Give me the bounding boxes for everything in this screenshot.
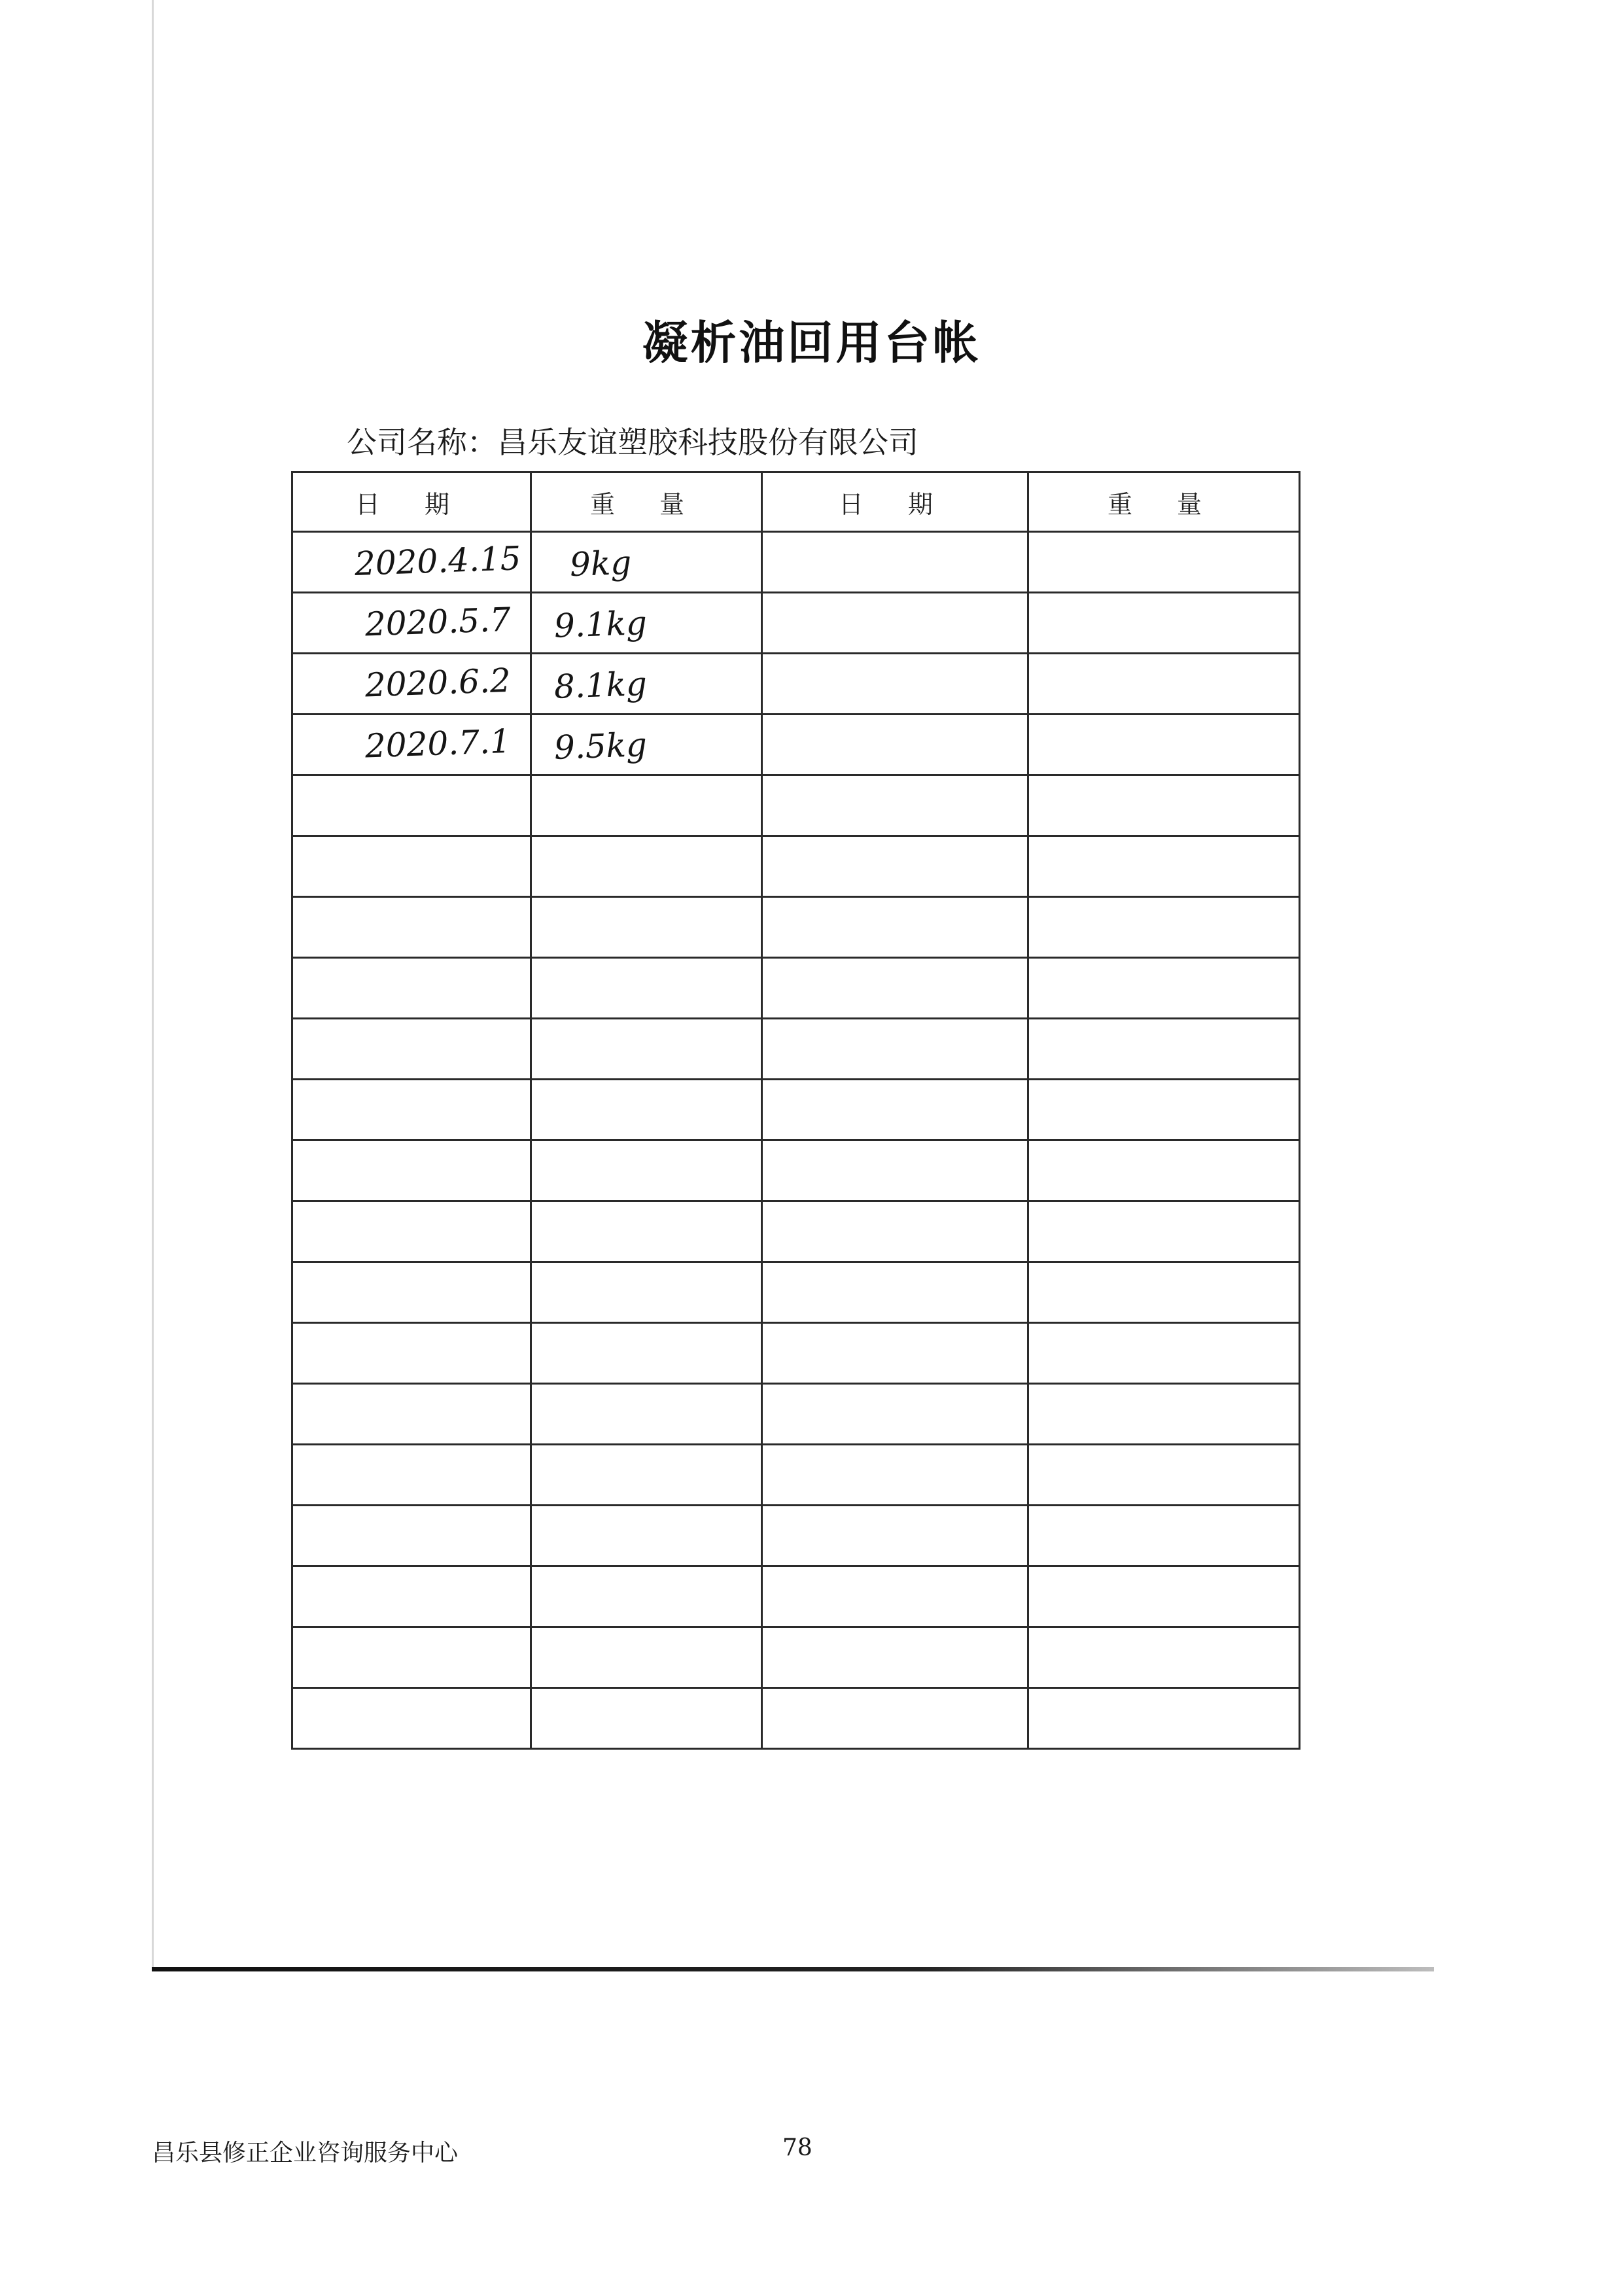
empty-cell bbox=[531, 897, 762, 958]
empty-table-row bbox=[292, 1688, 1300, 1749]
empty-cell bbox=[531, 1201, 762, 1262]
empty-table-row bbox=[292, 1019, 1300, 1080]
handwritten-date: 2020.4.15 bbox=[353, 539, 522, 584]
empty-cell bbox=[762, 958, 1028, 1019]
empty-cell bbox=[292, 775, 531, 836]
empty-cell bbox=[292, 1140, 531, 1201]
ledger-table bbox=[291, 471, 1300, 1750]
empty-cell bbox=[292, 1262, 531, 1323]
empty-cell bbox=[531, 958, 762, 1019]
empty-cell bbox=[762, 1627, 1028, 1688]
empty-cell bbox=[762, 1140, 1028, 1201]
empty-cell bbox=[762, 775, 1028, 836]
empty-cell bbox=[1028, 593, 1300, 654]
document-title: 凝析油回用台帐 bbox=[642, 316, 981, 370]
empty-cell bbox=[1028, 1384, 1300, 1445]
empty-table-row bbox=[292, 1506, 1300, 1566]
handwritten-weight: 9.5kg bbox=[553, 725, 648, 767]
empty-cell bbox=[292, 1506, 531, 1566]
empty-table-row bbox=[292, 897, 1300, 958]
empty-table-row bbox=[292, 1445, 1300, 1506]
empty-cell bbox=[762, 532, 1028, 593]
empty-table-row bbox=[292, 836, 1300, 897]
empty-cell bbox=[1028, 1566, 1300, 1627]
empty-cell bbox=[1028, 1262, 1300, 1323]
header-weight-2: 重 量 bbox=[1028, 472, 1300, 532]
empty-cell bbox=[531, 1384, 762, 1445]
empty-cell bbox=[762, 1566, 1028, 1627]
empty-cell bbox=[292, 1384, 531, 1445]
handwritten-date: 2020.5.7 bbox=[364, 600, 512, 644]
empty-cell bbox=[762, 1506, 1028, 1566]
empty-cell bbox=[762, 1262, 1028, 1323]
empty-table-row bbox=[292, 1384, 1300, 1445]
handwritten-date: 2020.7.1 bbox=[364, 722, 512, 766]
empty-cell bbox=[1028, 958, 1300, 1019]
empty-cell bbox=[762, 715, 1028, 775]
table-row bbox=[292, 654, 1300, 715]
empty-table-row bbox=[292, 1140, 1300, 1201]
empty-cell bbox=[531, 775, 762, 836]
empty-cell bbox=[762, 1384, 1028, 1445]
empty-cell bbox=[1028, 715, 1300, 775]
empty-table-row bbox=[292, 1627, 1300, 1688]
empty-cell bbox=[292, 1688, 531, 1749]
weight-cell bbox=[531, 654, 762, 715]
empty-cell bbox=[1028, 1080, 1300, 1140]
empty-cell bbox=[762, 593, 1028, 654]
handwritten-weight: 9.1kg bbox=[553, 603, 648, 645]
empty-cell bbox=[762, 836, 1028, 897]
weight-cell bbox=[531, 593, 762, 654]
footer-organization: 昌乐县修正企业咨询服务中心 bbox=[152, 2140, 459, 2166]
table-row bbox=[292, 715, 1300, 775]
empty-cell bbox=[531, 1688, 762, 1749]
empty-cell bbox=[531, 1323, 762, 1384]
empty-cell bbox=[1028, 1323, 1300, 1384]
empty-cell bbox=[762, 1080, 1028, 1140]
empty-cell bbox=[531, 1566, 762, 1627]
empty-cell bbox=[1028, 532, 1300, 593]
empty-cell bbox=[292, 958, 531, 1019]
empty-cell bbox=[292, 1323, 531, 1384]
empty-cell bbox=[1028, 1201, 1300, 1262]
empty-cell bbox=[531, 1019, 762, 1080]
empty-cell bbox=[762, 654, 1028, 715]
empty-cell bbox=[292, 836, 531, 897]
empty-cell bbox=[1028, 1627, 1300, 1688]
header-row bbox=[292, 472, 1300, 532]
empty-cell bbox=[292, 1201, 531, 1262]
empty-cell bbox=[531, 1506, 762, 1566]
empty-cell bbox=[531, 1262, 762, 1323]
empty-cell bbox=[762, 1019, 1028, 1080]
empty-cell bbox=[292, 1080, 531, 1140]
empty-cell bbox=[1028, 1019, 1300, 1080]
empty-cell bbox=[1028, 1140, 1300, 1201]
empty-table-row bbox=[292, 1323, 1300, 1384]
empty-table-row bbox=[292, 1262, 1300, 1323]
handwritten-date: 2020.6.2 bbox=[364, 661, 512, 705]
empty-cell bbox=[762, 1688, 1028, 1749]
date-cell bbox=[292, 532, 531, 593]
empty-cell bbox=[292, 1566, 531, 1627]
empty-cell bbox=[1028, 775, 1300, 836]
date-cell bbox=[292, 593, 531, 654]
empty-cell bbox=[762, 1201, 1028, 1262]
empty-cell bbox=[762, 1323, 1028, 1384]
empty-cell bbox=[1028, 1445, 1300, 1506]
header-date-1: 日 期 bbox=[292, 472, 531, 532]
page-number: 78 bbox=[782, 2134, 812, 2161]
empty-cell bbox=[1028, 1506, 1300, 1566]
empty-cell bbox=[1028, 1688, 1300, 1749]
empty-cell bbox=[762, 1445, 1028, 1506]
empty-cell bbox=[762, 897, 1028, 958]
empty-cell bbox=[292, 897, 531, 958]
empty-cell bbox=[1028, 836, 1300, 897]
empty-table-row bbox=[292, 1566, 1300, 1627]
table-row bbox=[292, 532, 1300, 593]
header-weight-1: 重 量 bbox=[531, 472, 762, 532]
date-cell bbox=[292, 715, 531, 775]
empty-cell bbox=[531, 1627, 762, 1688]
sheet-edge bbox=[152, 1967, 1434, 1971]
empty-cell bbox=[531, 1445, 762, 1506]
empty-cell bbox=[531, 1080, 762, 1140]
empty-cell bbox=[292, 1445, 531, 1506]
handwritten-weight: 9kg bbox=[568, 543, 633, 584]
company-name: 公司名称：昌乐友谊塑胶科技股份有限公司 bbox=[347, 425, 918, 460]
weight-cell bbox=[531, 715, 762, 775]
empty-table-row bbox=[292, 958, 1300, 1019]
empty-table-row bbox=[292, 1080, 1300, 1140]
empty-cell bbox=[1028, 654, 1300, 715]
empty-table-row bbox=[292, 1201, 1300, 1262]
handwritten-weight: 8.1kg bbox=[553, 664, 648, 706]
empty-table-row bbox=[292, 775, 1300, 836]
empty-cell bbox=[531, 836, 762, 897]
date-cell bbox=[292, 654, 531, 715]
empty-cell bbox=[292, 1627, 531, 1688]
table-row bbox=[292, 593, 1300, 654]
weight-cell bbox=[531, 532, 762, 593]
empty-cell bbox=[1028, 897, 1300, 958]
empty-cell bbox=[531, 1140, 762, 1201]
empty-cell bbox=[292, 1019, 531, 1080]
header-date-2: 日 期 bbox=[762, 472, 1028, 532]
